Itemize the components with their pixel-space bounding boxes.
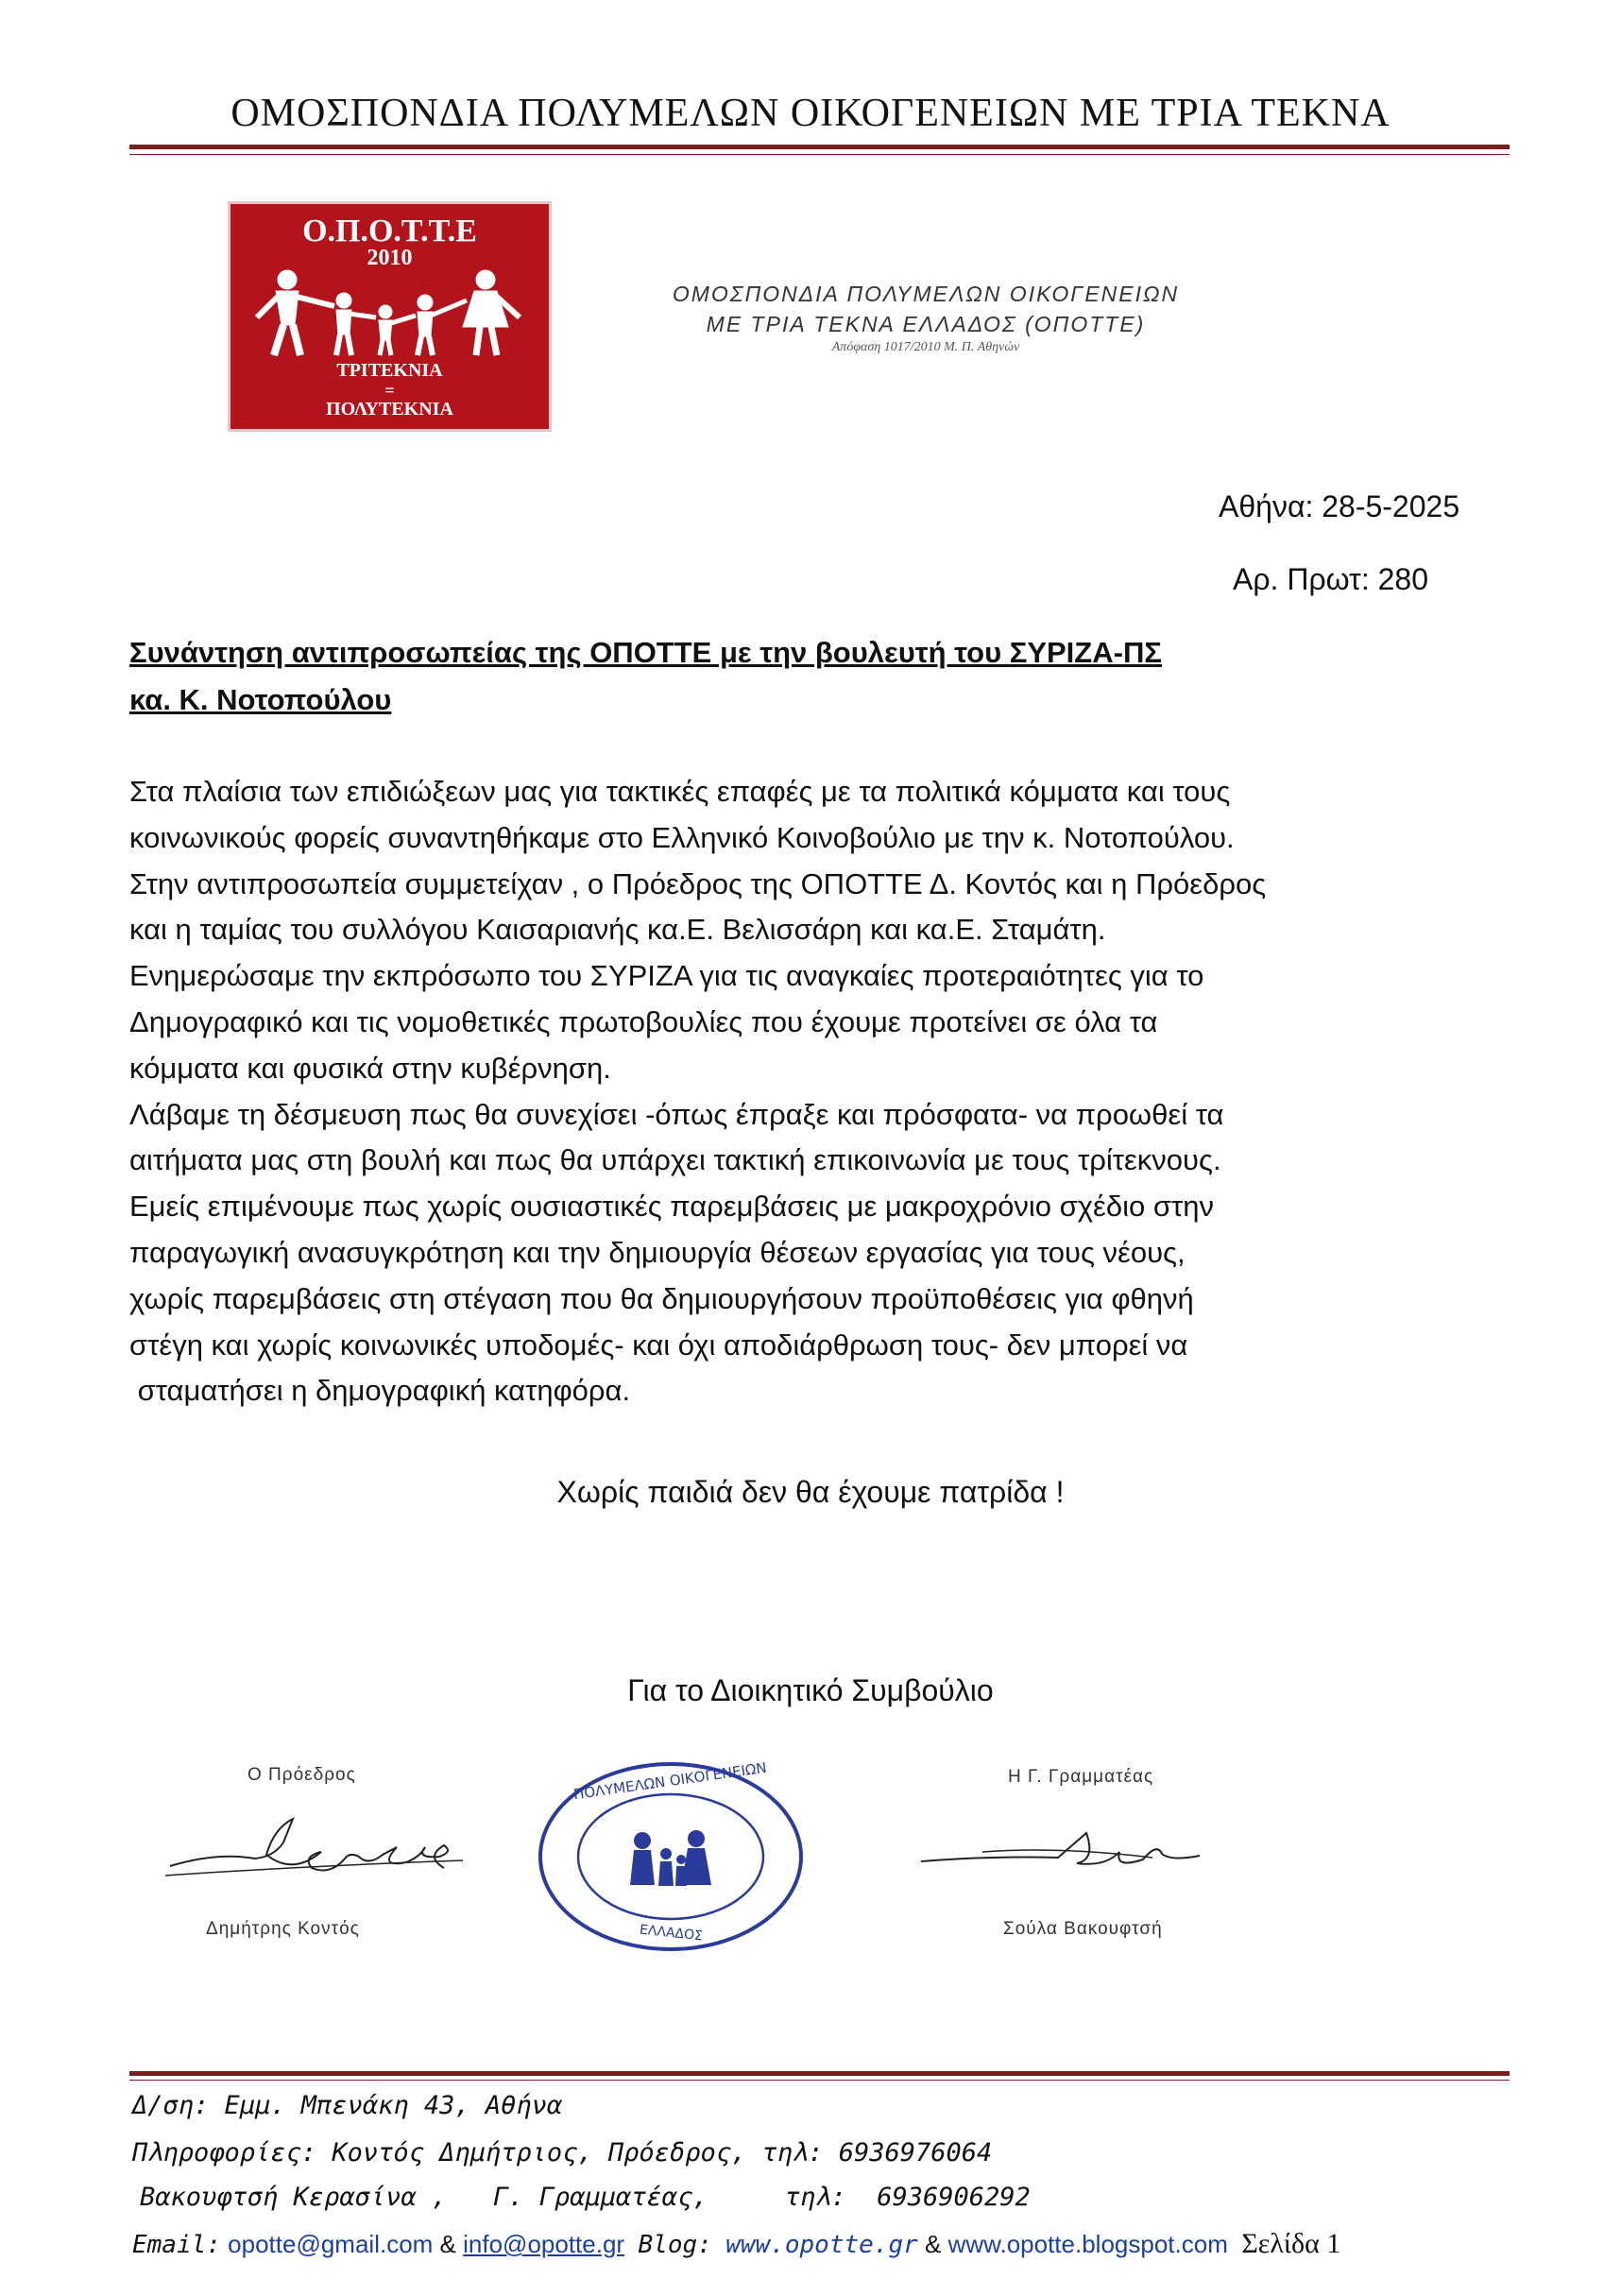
president-signature [161, 1800, 482, 1894]
body-line: Λάβαμε τη δέσμευση πως θα συνεχίσει -όπως έπραξε και πρόσφατα- να προωθεί τα [129, 1097, 1224, 1131]
body-line: αιτήματα μας στη βουλή και πως θα υπάρχει τακτική επικοινωνία με τους τρίτεκνους. [129, 1143, 1221, 1177]
body-line: Δημογραφικό και τις νομοθετικές πρωτοβουλίες που έχουμε προτείνει σε όλα τα [129, 1004, 1158, 1038]
logo-year: 2010 [367, 246, 413, 270]
body-line: σταματήσει η δημογραφική κατηφόρα. [129, 1374, 631, 1408]
organization-logo [228, 201, 552, 432]
header-rule-thick [129, 145, 1510, 149]
closing-slogan: Χωρίς παιδιά δεν θα έχουμε πατρίδα ! [556, 1475, 1065, 1509]
blog-label: Blog: [638, 2231, 712, 2259]
footer-rule-thin [129, 2080, 1510, 2081]
family-figures-icon [249, 268, 533, 358]
footer-rule-thick [129, 2071, 1510, 2076]
footer-contact-line [132, 2228, 1340, 2260]
body-line: Ενημερώσαμε την εκπρόσωπο του ΣΥΡΙΖΑ για τις αναγκαίες προτεραιότητες για το [129, 959, 1204, 993]
body-line: παραγωγική ανασυγκρότηση και την δημιουργία θέσεων εργασίας για τους νέους, [129, 1235, 1186, 1269]
body-line: χωρίς παρεμβάσεις στη στέγαση που θα δημιουργήσουν προϋποθέσεις για φθηνή [129, 1281, 1194, 1315]
board-signoff: Για το Διοικητικό Συμβούλιο [627, 1673, 994, 1707]
body-line: Στα πλαίσια των επιδιώξεων μας για τακτικές επαφές με τα πολιτικά κόμματα και τους [129, 775, 1231, 808]
body-line: κοινωνικούς φορείς συναντηθήκαμε στο Ελληνικό Κοινοβούλιο με την κ. Νοτοπούλου. [129, 820, 1235, 854]
email-link-info[interactable]: info@opotte.gr [463, 2230, 625, 2258]
email-label: Email: [132, 2231, 221, 2259]
organization-stamp [534, 1757, 808, 1956]
ampersand: & [439, 2230, 456, 2258]
subject-line-1: Συνάντηση αντιπροσωπείας της ΟΠΟΤΤΕ με την βουλευτή του ΣΥΡΙΖΑ-ΠΣ [129, 636, 1162, 669]
body-line: κόμματα και φυσικά στην κυβέρνηση. [129, 1051, 611, 1085]
svg-text:ΠΟΛΥΜΕΛΩΝ ΟΙΚΟΓΕΝΕΙΩΝ: ΠΟΛΥΜΕΛΩΝ ΟΙΚΟΓΕΝΕΙΩΝ [572, 1758, 768, 1804]
body-line: και η ταμίας του συλλόγου Καισαριανής κα.Ε. Βελισσάρη και κα.Ε. Σταμάτη. [129, 913, 1106, 947]
page-header-title: ΟΜΟΣΠΟΝΔΙΑ ΠΟΛΥΜΕΛΩΝ ΟΙΚΟΓΕΝΕΙΩΝ ΜΕ ΤΡΙΑ ΤΕΚΝΑ [230, 92, 1391, 135]
logo-tagline-1: ΤΡΙΤΕΚΝΙΑ [336, 360, 443, 381]
footer-info-secretary: Βακουφτσή Κερασίνα , Γ. Γραμματέας, τηλ: 6936906292 [140, 2183, 1031, 2212]
website-link[interactable]: www.opotte.gr [725, 2231, 918, 2259]
secretary-name: Σούλα Βακουφτσή [1003, 1919, 1163, 1939]
org-header-line-1: ΟΜΟΣΠΟΝΔΙΑ ΠΟΛΥΜΕΛΩΝ ΟΙΚΟΓΕΝΕΙΩΝ [672, 282, 1180, 306]
blog-link[interactable]: www.opotte.blogspot.com [947, 2230, 1228, 2258]
logo-name: Ο.Π.Ο.Τ.Τ.Ε [302, 214, 477, 248]
logo-tagline-2: ΠΟΛΥΤΕΚΝΙΑ [326, 399, 453, 420]
protocol-number: Αρ. Πρωτ: 280 [1233, 562, 1428, 596]
svg-text:ΕΛΛΑΔΟΣ: ΕΛΛΑΔΟΣ [639, 1922, 704, 1945]
letter-body [129, 769, 1509, 1414]
body-line: στέγη και χωρίς κοινωνικές υποδομές- και όχι αποδιάρθρωση τους- δεν μπορεί να [129, 1328, 1188, 1362]
page-number: Σελίδα 1 [1241, 2228, 1341, 2259]
logo-tagline-equals: = [384, 381, 395, 400]
org-header-line-2: ΜΕ ΤΡΙΑ ΤΕΚΝΑ ΕΛΛΑΔΟΣ (ΟΠΟΤΤΕ) [706, 312, 1146, 336]
footer-info: Πληροφορίες: Κοντός Δημήτριος, Πρόεδρος, τηλ: 6936976064 [132, 2138, 993, 2167]
body-line: Στην αντιπροσωπεία συμμετείχαν , ο Πρόεδρος της ΟΠΟΤΤΕ Δ. Κοντός και η Πρόεδρος [129, 866, 1267, 900]
header-rule-thin [129, 154, 1510, 155]
secretary-signature [916, 1814, 1237, 1880]
subject-line-2: κα. Κ. Νοτοπούλου [129, 683, 392, 716]
secretary-title: Η Γ. Γραμματέας [1008, 1767, 1154, 1787]
footer-address: Δ/ση: Εμμ. Μπενάκη 43, Αθήνα [132, 2091, 563, 2120]
body-line: Εμείς επιμένουμε πως χωρίς ουσιαστικές παρεμβάσεις με μακροχρόνιο σχέδιο στην [129, 1190, 1214, 1224]
president-title: Ο Πρόεδρος [247, 1765, 356, 1785]
president-name: Δημήτρης Κοντός [206, 1919, 360, 1939]
letter-date: Αθήνα: 28-5-2025 [1219, 489, 1460, 523]
email-link-gmail[interactable]: opotte@gmail.com [228, 2230, 434, 2258]
org-header-decision: Απόφαση 1017/2010 Μ. Π. Αθηνών [831, 340, 1020, 354]
ampersand: & [925, 2230, 942, 2258]
